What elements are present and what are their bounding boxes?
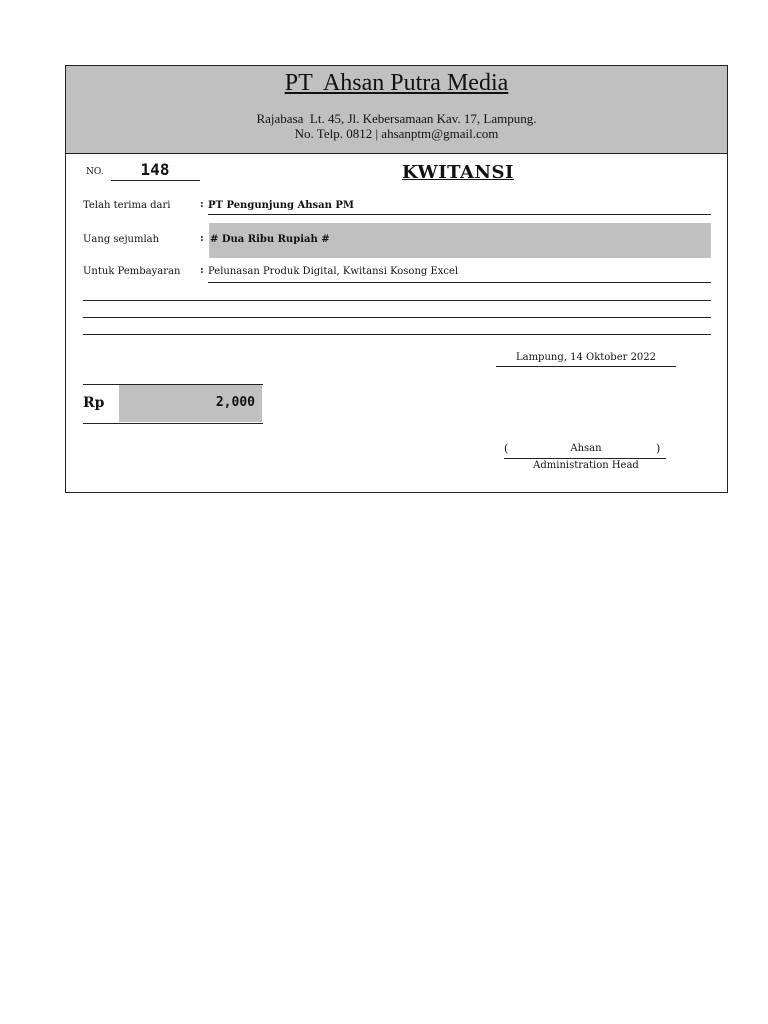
- signature-close-paren: ): [656, 442, 661, 455]
- receipt-date: Lampung, 14 Oktober 2022: [515, 352, 657, 363]
- receipt-title: KWITANSI: [402, 162, 514, 183]
- blank-line-1: [83, 300, 711, 301]
- receipt-number-underline: [111, 180, 200, 181]
- payment-for-value: Pelunasan Produk Digital, Kwitansi Kosong Excel: [208, 266, 459, 277]
- receipt: [65, 65, 728, 493]
- company-address: Rajabasa Lt. 45, Jl. Kebersamaan Kav. 17, Lampung.: [256, 111, 537, 126]
- signature-open-paren: (: [504, 442, 509, 455]
- date-underline: [496, 366, 676, 367]
- company-contact: No. Telp. 0812 | ahsanptm@gmail.com: [294, 126, 499, 141]
- amount-words-colon: :: [200, 233, 204, 244]
- received-from-value: PT Pengunjung Ahsan PM: [208, 200, 354, 211]
- amount-words-label: Uang sejumlah: [83, 234, 160, 245]
- payment-for-line: [208, 282, 711, 283]
- received-from-label: Telah terima dari: [83, 200, 171, 211]
- receipt-number: 148: [140, 160, 170, 179]
- receipt-number-label: NO.: [86, 167, 104, 177]
- currency-label: Rp: [83, 395, 105, 411]
- signatory-name: Ahsan: [570, 443, 602, 454]
- signature-line: [504, 458, 666, 459]
- received-from-colon: :: [200, 199, 204, 210]
- amount-box: [119, 385, 262, 422]
- received-from-line: [208, 214, 711, 215]
- signatory-title: Administration Head: [533, 460, 639, 471]
- amount-value: 2,000: [215, 395, 255, 410]
- payment-for-label: Untuk Pembayaran: [83, 266, 181, 277]
- company-name: PT Ahsan Putra Media: [284, 70, 509, 96]
- amount-words-value: # Dua Ribu Rupiah #: [210, 234, 330, 245]
- payment-for-colon: :: [200, 265, 204, 276]
- blank-line-3: [83, 334, 711, 335]
- receipt-header: [66, 66, 727, 154]
- amount-bottom-line: [83, 423, 263, 424]
- blank-line-2: [83, 317, 711, 318]
